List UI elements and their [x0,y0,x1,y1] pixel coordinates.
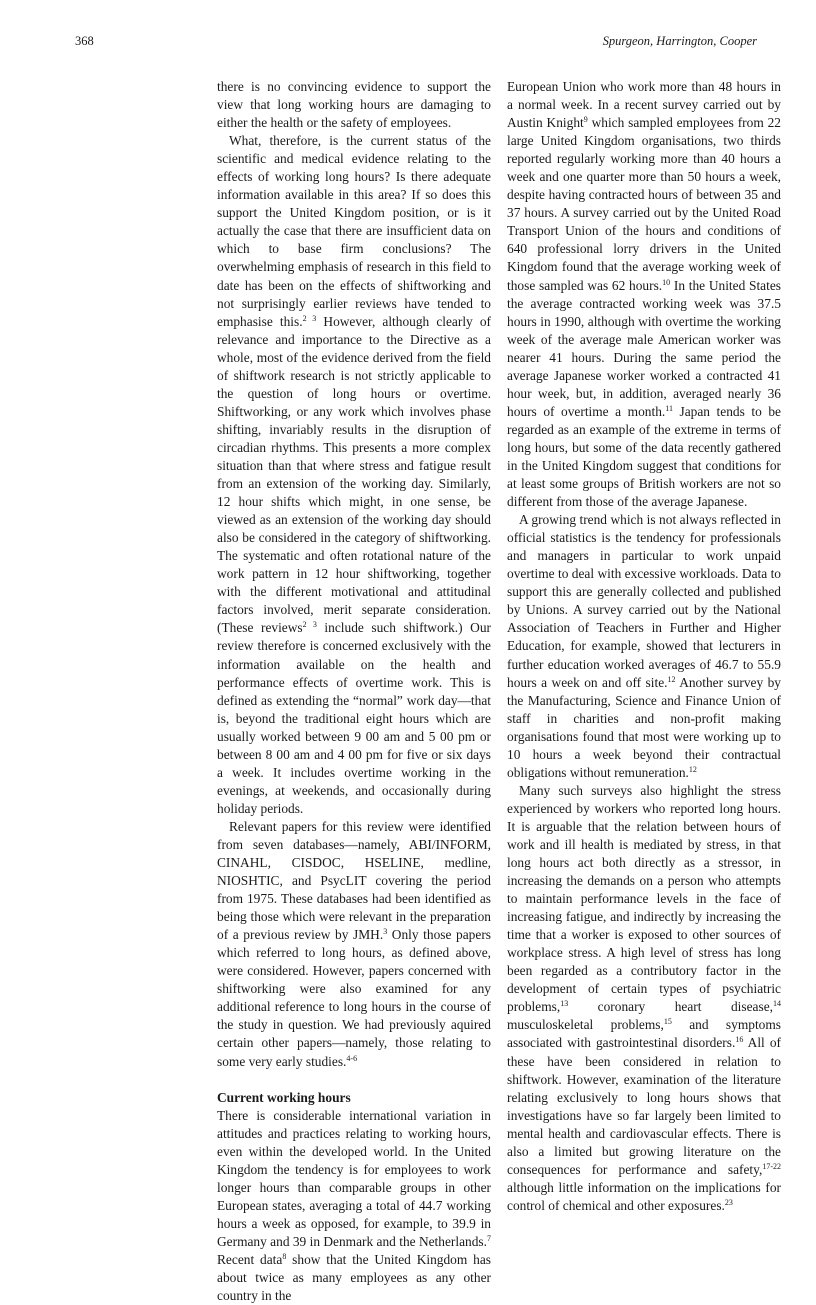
running-header-authors: Spurgeon, Harrington, Cooper [602,34,757,48]
section-heading: Current working hours [217,1089,351,1105]
citation: 11 [665,403,673,413]
page-header [75,34,757,54]
citation: 16 [735,1035,744,1045]
citation: 12 [667,674,676,684]
paragraph: There is considerable international variation in attitudes and practices relating to working hours, even within the developed world. In the United Kingdom the tendency is for employees to work longer hours than comparable groups in other European states, averaging a total of 44.7 working hours a week as opposed, for example, to 39.9 in Germany and 39 in Denmark and the Netherlands.$^7$ Recent data$^8$ show that the United Kingdom has about twice as many employees as any other country in the [217,1107,491,1304]
citation: 2 3 [302,620,317,630]
page-number: 368 [75,34,94,48]
paragraph: European Union who work more than 48 hours in a normal week. In a recent survey carried out by Austin Knight$^9$ which sampled employees from 22 large United Kingdom organisations, two thirds reported regularly working more than 40 hours a week and one quarter more than 50 hours a week, despite having contracted hours of between 35 and 37 hours. A survey carried out by the United Road Transport Union of the hours and conditions of 640 professional lorry drivers in the United Kingdom found that the average working week of those sampled was 62 hours.$^{10}$ In the United States the average contracted working week was 37.5 hours in 1990, although with overtime the working week of the average male American worker was nearer 41 hours. During the same period the average Japanese worker worked a contracted 41 hour week, but, in addition, averaged nearly 36 hours of overtime a month.$^{11}$ Japan tends to be regarded as an example of the extreme in terms of long hours, but some of the data recently gathered in the United Kingdom suggest that conditions for at least some groups of British workers are not so different from those of the average Japanese. [507,79,781,510]
citation: 17-22 [762,1161,781,1171]
right-column [507,78,781,1215]
citation: 3 [383,927,388,937]
citation: 8 [282,1251,287,1261]
citation: 13 [560,999,569,1009]
left-column [217,78,491,1305]
paragraph: Many such surveys also highlight the stress experienced by workers who reported long hours. It is arguable that the relation between hours of work and ill health is mediated by stress, in that long hours act both directly as a stressor, in increasing the demands on a person who attempts to maintain performance levels in the face of increasing fatigue, and indirectly by increasing the time that a worker is exposed to other sources of workplace stress. A high level of stress has long been regarded as a contributory factor in the development of certain types of psychiatric problems,$^{13}$ coronary heart disease,$^{14}$ musculoskeletal problems,$^{15}$ and symptoms associated with gastrointestinal disorders.$^{16}$ All of these have been considered in relation to shiftwork. However, examination of the literature relating exclusively to long hours shows that investigations have so far largely been limited to mental health and cardiovascular effects. There is also a limited but growing literature on the consequences for performance and safety,$^{17-22}$ although little information on the implications for control of chemical and other exposures.$^{23}$ [507,782,781,1213]
citation: 14 [773,999,781,1009]
citation: 15 [663,1017,672,1027]
citation: 10 [662,277,671,287]
paragraph: Relevant papers for this review were identified from seven databases—namely, ABI/INFORM, CINAHL, CISDOC, HSELINE, medline, NIOSHTIC, and PsycLIT covering the period from 1975. These databases had been identified as being those which were relevant in the preparation of a previous review by JMH.$^3$ Only those papers which referred to long hours, as defined above, were considered. However, papers concerned with shiftworking were also examined for any additional reference to long hours in the course of the study in question. We had previously aquired certain other papers—namely, those relating to some very early studies.$^{4-6}$ [217,818,491,1069]
citation: 23 [724,1197,733,1207]
citation: 2 3 [302,313,317,323]
citation: 9 [583,115,588,125]
paragraph: A growing trend which is not always reflected in official statistics is the tendency for professionals and managers in particular to work unpaid overtime to deal with excessive workloads. Data to support this are generally collected and published by Unions. A survey carried out by the National Association of Teachers in Further and Higher Education, for example, showed that lecturers in further education worked averages of 46.7 to 55.9 hours a week on and off site.$^{12}$ Another survey by the Manufacturing, Science and Finance Union of staff in charities and non-profit making organisations found that most were working up to 10 hours a week beyond their contractual obligations without remuneration.$^{12}$ [507,512,782,780]
citation: 7 [487,1233,491,1243]
citation: 12 [688,764,697,774]
paragraph: there is no convincing evidence to support the view that long working hours are damaging to either the health or the safety of employees. [217,79,491,131]
paragraph: What, therefore, is the current status of the scientific and medical evidence relating to the effects of working long hours? Is there adequate information available in this area? If so does this support the United Kingdom position, or is it actually the case that there are insufficient data on which to base firm conclusions? The overwhelming emphasis of research in this field to date has been on the effects of shiftworking and not surprisingly earlier reviews have tended to emphasise this.$^{2 3}$ However, although clearly of relevance and importance to the Directive as a whole, most of the evidence derived from the field of shiftwork research is not strictly applicable to the question of long hours or overtime. Shiftworking, or any work which involves phase shifting, invariably results in the disruption of circadian rhythms. This presents a more complex situation than that where stress and fatigue result from an extension of the working day. Similarly, 12 hour shifts which might, in one sense, be viewed as an extension of the working day should also be considered in the category of shiftworking. The systematic and often rotational nature of the work pattern in 12 hour shiftworking, together with the different motivational and attitudinal factors involved, merit separate consideration. (These reviews$^{2 3}$ include such shiftwork.) Our review therefore is concerned exclusively with the information available on the health and performance effects of overtime work. This is defined as extending the “normal” work day—that is, beyond the traditional eight hours which are usually worked between 9 00 am and 5 00 pm or between 8 00 am and 4 00 pm for five or six days a week. It includes overtime working in the evenings, at weekends, and occasionally during holiday periods. [217,133,491,816]
citation: 4-6 [346,1053,358,1063]
